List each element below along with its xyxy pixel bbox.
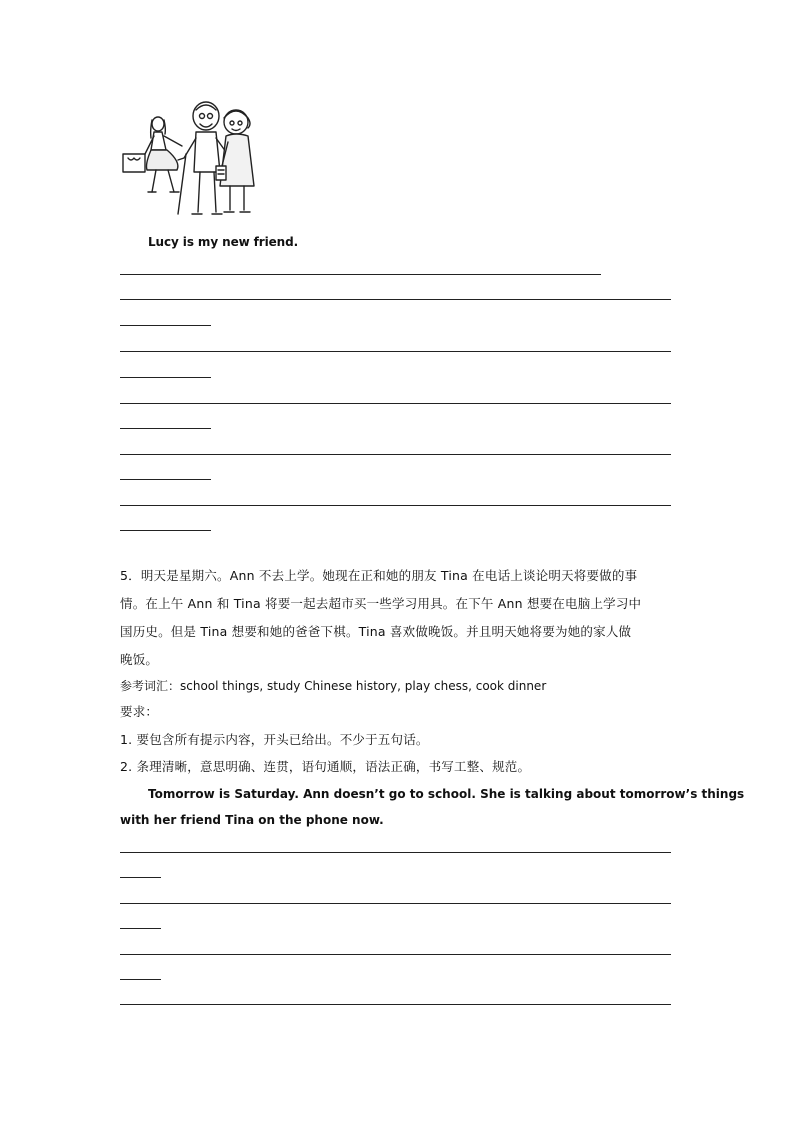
opening-sentence-line-1: Tomorrow is Saturday. Ann doesn’t go to school. She is talking about tomorrow’s things — [148, 787, 745, 801]
writing-line-short[interactable] — [120, 428, 211, 429]
writing-line-short[interactable] — [120, 877, 161, 878]
writing-line[interactable] — [120, 954, 671, 955]
requirement-1: 1. 要包含所有提示内容，开头已给出。不少于五句话。 — [120, 732, 429, 747]
writing-line[interactable] — [120, 903, 671, 904]
requirement-2: 2. 条理清晰，意思明确、连贯，语句通顺，语法正确，书写工整、规范。 — [120, 759, 531, 774]
writing-line[interactable] — [120, 351, 671, 352]
writing-line[interactable] — [120, 852, 671, 853]
writing-line-short[interactable] — [120, 928, 161, 929]
requirements-title: 要求： — [120, 704, 159, 719]
writing-line[interactable] — [120, 454, 671, 455]
writing-line-short[interactable] — [120, 530, 211, 531]
writing-line[interactable] — [120, 299, 671, 300]
girl-with-elderly-couple-illustration — [118, 92, 273, 227]
task-5-line-2: 情。在上午 Ann 和 Tina 将要一起去超市买一些学习用具。在下午 Ann 想要在电脑上学习中 — [120, 596, 642, 611]
writing-line-short[interactable] — [120, 479, 211, 480]
vocabulary-hint: 参考词汇：school things, study Chinese history, play chess, cook dinner — [120, 679, 547, 693]
writing-line-short[interactable] — [120, 325, 211, 326]
task-5-line-3: 国历史。但是 Tina 想要和她的爸爸下棋。Tina 喜欢做晚饭。并且明天她将要为她的家人做 — [120, 624, 632, 639]
writing-line[interactable] — [120, 1004, 671, 1005]
writing-line-short[interactable] — [120, 377, 211, 378]
task-5-line-1: 5．明天是星期六。Ann 不去上学。她现在正和她的朋友 Tina 在电话上谈论明天将要做的事 — [120, 568, 638, 583]
writing-line[interactable] — [120, 403, 671, 404]
picture-caption: Lucy is my new friend. — [148, 235, 299, 249]
writing-line[interactable] — [120, 274, 601, 275]
writing-line-short[interactable] — [120, 979, 161, 980]
opening-sentence-line-2: with her friend Tina on the phone now. — [120, 813, 384, 827]
writing-line[interactable] — [120, 505, 671, 506]
task-5-line-4: 晚饭。 — [120, 652, 159, 667]
